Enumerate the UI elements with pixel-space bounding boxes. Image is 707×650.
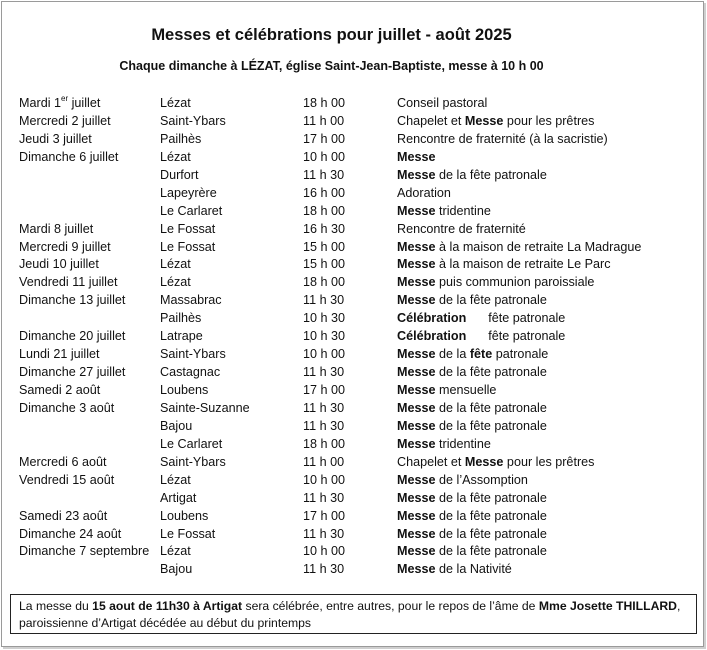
row-time: 10 h 00 [303,149,346,164]
schedule-row [19,167,699,185]
schedule-row [19,310,699,328]
schedule-row [19,185,699,203]
row-date: Samedi 23 août [19,508,108,523]
row-description: Messe de la fête patronale [397,167,547,182]
row-description: Célébration fête patronale [397,329,566,344]
row-description: Messe à la maison de retraite La Madrague [397,239,642,254]
schedule-row [19,561,699,579]
row-time: 10 h 00 [303,347,346,362]
row-time: 11 h 30 [303,365,345,380]
row-date: Mercredi 2 juillet [19,113,111,128]
row-time: 18 h 00 [303,436,346,451]
row-date: Dimanche 3 août [19,400,115,415]
row-time: 15 h 00 [303,257,346,272]
row-place: Saint-Ybars [160,113,226,128]
row-place: Le Carlaret [160,436,223,451]
row-description: Chapelet et Messe pour les prêtres [397,454,595,469]
row-date: Lundi 21 juillet [19,347,100,362]
row-time: 11 h 00 [303,454,345,469]
row-description: Messe de la fête patronale [397,490,547,505]
row-date: Dimanche 6 juillet [19,149,119,164]
row-time: 11 h 00 [303,113,345,128]
schedule-row [19,508,699,526]
row-time: 16 h 30 [303,221,346,236]
row-description: Chapelet et Messe pour les prêtres [397,113,595,128]
row-description: Messe de la fête patronale [397,508,547,523]
schedule-row [19,472,699,490]
row-place: Bajou [160,562,193,577]
schedule-row [19,149,699,167]
row-place: Artigat [160,490,197,505]
row-description: Rencontre de fraternité (à la sacristie) [397,131,608,146]
row-description: Messe de la fête patronale [397,400,547,415]
note-text-3: , paroissienne d’Artigat décédée au début du printemps [19,599,681,630]
row-description: Messe de l’Assomption [397,472,528,487]
row-date: Vendredi 15 août [19,472,115,487]
row-date: Dimanche 13 juillet [19,293,126,308]
row-description: Messe de la Nativité [397,562,512,577]
row-description: Messe de la fête patronale [397,365,547,380]
row-place: Le Fossat [160,239,216,254]
row-description: Rencontre de fraternité [397,221,526,236]
row-time: 10 h 00 [303,472,346,487]
row-time: 15 h 00 [303,239,346,254]
schedule-row [19,543,699,561]
row-place: Loubens [160,508,209,523]
row-place: Lézat [160,149,191,164]
row-place: Le Fossat [160,221,216,236]
row-time: 11 h 30 [303,418,345,433]
row-description: Conseil pastoral [397,96,488,110]
row-date: Mercredi 6 août [19,454,107,469]
schedule-table [19,95,699,579]
row-place: Lézat [160,472,191,487]
row-place: Pailhès [160,131,202,146]
schedule-row [19,526,699,544]
schedule-row [19,328,699,346]
schedule-row [19,95,699,113]
row-place: Durfort [160,167,199,182]
row-date: Mardi 8 juillet [19,221,94,236]
row-time: 10 h 00 [303,544,346,559]
row-time: 17 h 00 [303,508,346,523]
row-place: Massabrac [160,293,222,308]
schedule-row [19,436,699,454]
row-date: Dimanche 7 septembre [19,544,150,559]
schedule-row [19,203,699,221]
schedule-row [19,292,699,310]
schedule-row [19,400,699,418]
row-place: Le Carlaret [160,203,223,218]
row-place: Saint-Ybars [160,454,226,469]
note-bold-name: Mme Josette THILLARD [538,599,677,613]
row-description: Messe de la fête patronale [397,347,549,362]
row-description: Messe de la fête patronale [397,418,547,433]
row-description: Messe mensuelle [397,383,497,397]
schedule-row [19,239,699,257]
note-text-2: sera célébrée, entre autres, pour le repos de l’âme de [242,599,539,613]
row-time: 18 h 00 [303,275,346,290]
row-time: 11 h 30 [303,562,345,577]
row-date: Jeudi 3 juillet [19,131,92,146]
row-place: Castagnac [160,365,221,380]
row-description: Messe puis communion paroissiale [397,275,595,290]
row-place: Le Fossat [160,526,216,541]
page-title: Messes et célébrations pour juillet - août 2025 [151,26,512,44]
row-place: Lézat [160,544,191,559]
note-box [10,594,697,634]
row-place: Loubens [160,383,209,397]
schedule-row [19,274,699,292]
row-place: Lézat [160,96,191,110]
row-description: Messe de la fête patronale [397,293,547,308]
schedule-row [19,346,699,364]
row-time: 10 h 30 [303,329,346,344]
row-time: 16 h 00 [303,185,346,200]
row-date: Dimanche 24 août [19,526,122,541]
row-date: Jeudi 10 juillet [19,257,99,272]
row-date: Dimanche 27 juillet [19,365,126,380]
row-time: 10 h 30 [303,311,346,326]
row-time: 11 h 30 [303,526,345,541]
row-description: Messe [397,149,436,164]
row-description: Adoration [397,185,451,200]
row-place: Pailhès [160,311,202,326]
row-time: 18 h 00 [303,96,346,110]
row-description: Célébration fête patronale [397,311,566,326]
row-description: Messe tridentine [397,436,491,451]
schedule-row [19,382,699,400]
row-time: 11 h 30 [303,167,345,182]
row-place: Latrape [160,329,203,344]
schedule-row [19,113,699,131]
row-description: Messe de la fête patronale [397,544,547,559]
note-text-1: La messe du [19,599,93,613]
schedule-row [19,454,699,472]
row-place: Sainte-Suzanne [160,400,250,415]
row-time: 11 h 30 [303,490,345,505]
row-date: Samedi 2 août [19,383,101,397]
schedule-row [19,256,699,274]
row-time: 17 h 00 [303,383,346,397]
row-place: Lézat [160,275,191,290]
row-date: Vendredi 11 juillet [19,275,118,290]
schedule-row [19,418,699,436]
row-time: 11 h 30 [303,400,345,415]
row-time: 11 h 30 [303,293,345,308]
row-place: Saint-Ybars [160,347,226,362]
schedule-row [19,131,699,149]
row-place: Bajou [160,418,193,433]
row-date: Mardi 1er juillet [19,93,101,110]
row-date: Mercredi 9 juillet [19,239,111,254]
page-subtitle: Chaque dimanche à LÉZAT, église Saint-Jean-Baptiste, messe à 10 h 00 [119,59,544,73]
schedule-row [19,221,699,239]
row-place: Lézat [160,257,191,272]
schedule-row [19,364,699,382]
row-place: Lapeyrère [160,185,217,200]
schedule-row [19,490,699,508]
row-time: 18 h 00 [303,203,346,218]
note-bold-date: 15 aout de 11h30 à Artigat [92,599,243,613]
row-description: Messe à la maison de retraite Le Parc [397,257,611,272]
row-time: 17 h 00 [303,131,346,146]
row-description: Messe de la fête patronale [397,526,547,541]
row-description: Messe tridentine [397,203,491,218]
row-date: Dimanche 20 juillet [19,329,126,344]
